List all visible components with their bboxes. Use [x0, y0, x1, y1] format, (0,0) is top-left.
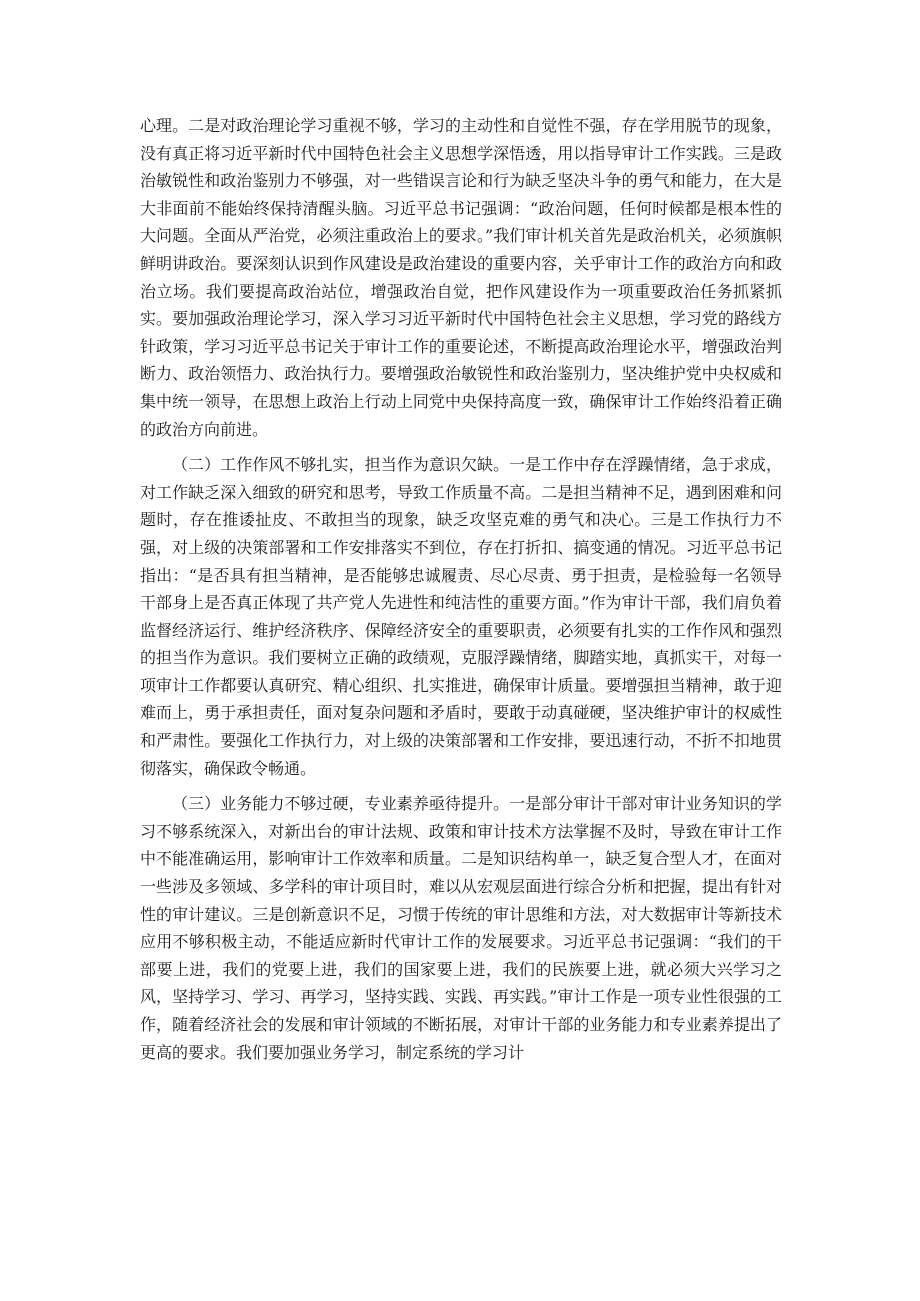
paragraph-professional-ability: （三）业务能力不够过硬，专业素养亟待提升。一是部分审计干部对审计业务知识的学习不够系统深入，对新出台的审计法规、政策和审计技术方法掌握不及时，导致在审计工作中不能准确运用，影响审计工作效率和质量。二是知识结构单一，缺乏复合型人才，在面对一些涉及多领域、多学科的审计项目时，难以从宏观层面进行综合分析和把握，提出有针对性的审计建议。三是创新意识不足，习惯于传统的审计思维和方法，对大数据审计等新技术应用不够积极主动，不能适应新时代审计工作的发展要求。习近平总书记强调：“我们的干部要上进，我们的党要上进，我们的国家要上进，我们的民族要上进，就必须大兴学习之风，坚持学习、学习、再学习，坚持实践、实践、再实践。”审计工作是一项专业性很强的工作，随着经济社会的发展和审计领域的不断拓展，对审计干部的业务能力和专业素养提出了更高的要求。我们要加强业务学习，制定系统的学习计: [140, 794, 782, 1062]
paragraph-political-awareness: 心理。二是对政治理论学习重视不够，学习的主动性和自觉性不强，存在学用脱节的现象，没有真正将习近平新时代中国特色社会主义思想学深悟透，用以指导审计工作实践。三是政治敏锐性和政治鉴别力不够强，对一些错误言论和行为缺乏坚决斗争的勇气和能力，在大是大非面前不能始终保持清醒头脑。习近平总书记强调：“政治问题，任何时候都是根本性的大问题。全面从严治党，必须注重政治上的要求。”我们审计机关首先是政治机关，必须旗帜鲜明讲政治。要深刻认识到作风建设是政治建设的重要内容，关乎审计工作的政治方向和政治立场。我们要提高政治站位，增强政治自觉，把作风建设作为一项重要政治任务抓紧抓实。要加强政治理论学习，深入学习习近平新时代中国特色社会主义思想，学习党的路线方针政策，学习习近平总书记关于审计工作的重要论述，不断提高政治理论水平，增强政治判断力、政治领悟力、政治执行力。要增强政治敏锐性和政治鉴别力，坚决维护党中央权威和集中统一领导，在思想上政治上行动上同党中央保持高度一致，确保审计工作始终沿着正确的政治方向前进。: [140, 116, 782, 439]
document-body: [140, 112, 782, 1066]
paragraph-work-style: （二）工作作风不够扎实，担当作为意识欠缺。一是工作中存在浮躁情绪，急于求成，对工作缺乏深入细致的研究和思考，导致工作质量不高。二是担当精神不足，遇到困难和问题时，存在推诿扯皮、不敢担当的现象，缺乏攻坚克难的勇气和决心。三是工作执行力不强，对上级的决策部署和工作安排落实不到位，存在打折扣、搞变通的情况。习近平总书记指出：“是否具有担当精神，是否能够忠诚履责、尽心尽责、勇于担责，是检验每一名领导干部身上是否真正体现了共产党人先进性和纯洁性的重要方面。”作为审计干部，我们肩负着监督经济运行、维护经济秩序、保障经济安全的重要职责，必须要有扎实的工作作风和强烈的担当作为意识。我们要树立正确的政绩观，克服浮躁情绪，脚踏实地，真抓实干，对每一项审计工作都要认真研究、精心组织、扎实推进，确保审计质量。要增强担当精神，敢于迎难而上，勇于承担责任，面对复杂问题和矛盾时，要敢于动真碰硬，坚决维护审计的权威性和严肃性。要强化工作执行力，对上级的决策部署和工作安排，要迅速行动，不折不扣地贯彻落实，确保政令畅通。: [140, 455, 782, 778]
